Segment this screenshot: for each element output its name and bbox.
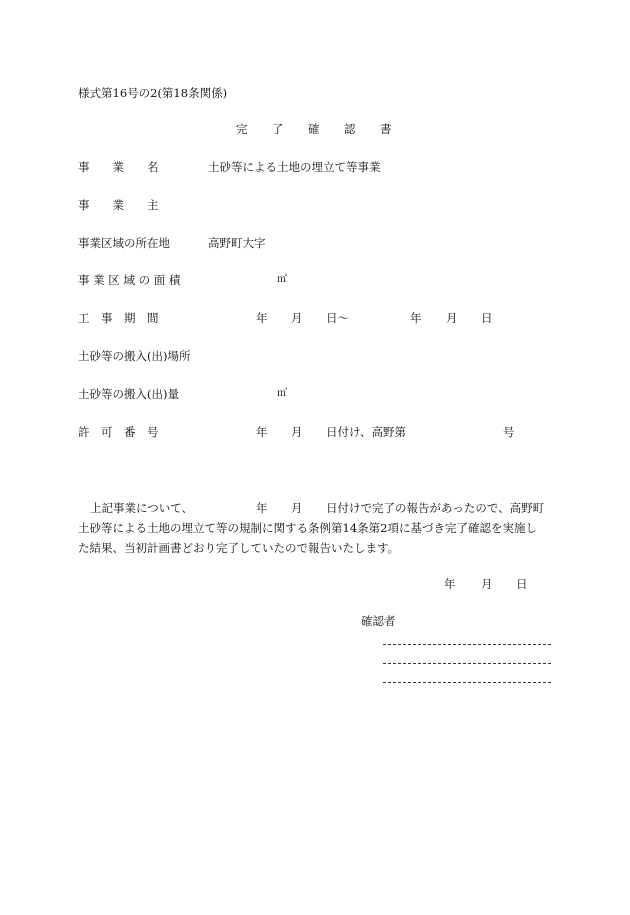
period-end-year: 年	[410, 311, 422, 325]
title-char: 書	[380, 122, 392, 136]
body-line3: た結果、当初計画書どおり完了していたので報告いたします。	[78, 541, 400, 555]
signature-line	[383, 663, 551, 664]
date-day: 日	[516, 577, 528, 591]
location-value: 高野町大字	[208, 236, 266, 250]
signature-line	[383, 644, 551, 645]
period-start-year: 年	[256, 311, 268, 325]
permit-number-suffix: 号	[503, 425, 515, 439]
project-name-value: 土砂等による土地の埋立て等事業	[208, 160, 381, 174]
period-start-day: 日～	[326, 311, 349, 325]
date-year: 年	[444, 577, 456, 591]
title-char: 認	[344, 122, 356, 136]
period-start-month: 月	[291, 311, 303, 325]
period-end-month: 月	[446, 311, 458, 325]
body-line1-start: 上記事業について、	[90, 501, 194, 515]
title-char: 確	[308, 122, 320, 136]
title-char: 完	[236, 122, 248, 136]
date-month: 月	[481, 577, 493, 591]
operator-label: 事 業 主	[78, 198, 159, 212]
area-unit: ㎡	[277, 274, 287, 285]
confirmer-label: 確認者	[361, 614, 396, 628]
volume-unit: ㎥	[277, 388, 287, 399]
title-char: 了	[272, 122, 284, 136]
signature-line	[383, 682, 551, 683]
location-label: 事業区域の所在地	[78, 236, 170, 250]
place-label: 土砂等の搬入(出)場所	[78, 349, 191, 363]
permit-label: 許 可 番 号	[78, 425, 159, 439]
body-line1-year: 年	[256, 501, 268, 515]
body-line1-month: 月	[291, 501, 303, 515]
form-number: 様式第16号の2(第18条関係)	[78, 86, 228, 100]
permit-day: 日付け、高野第	[326, 425, 407, 439]
permit-year: 年	[256, 425, 268, 439]
body-line2: 土砂等による土地の埋立て等の規制に関する条例第14条第2項に基づき完了確認を実施し	[78, 521, 537, 535]
permit-month: 月	[291, 425, 303, 439]
period-end-day: 日	[481, 311, 493, 325]
area-label: 事 業 区 域 の 面 積	[78, 273, 181, 287]
body-line1-end: 日付けで完了の報告があったので、高野町	[326, 501, 545, 515]
project-name-label: 事 業 名	[78, 160, 159, 174]
volume-label: 土砂等の搬入(出)量	[78, 387, 179, 401]
period-label: 工 事 期 間	[78, 311, 159, 325]
